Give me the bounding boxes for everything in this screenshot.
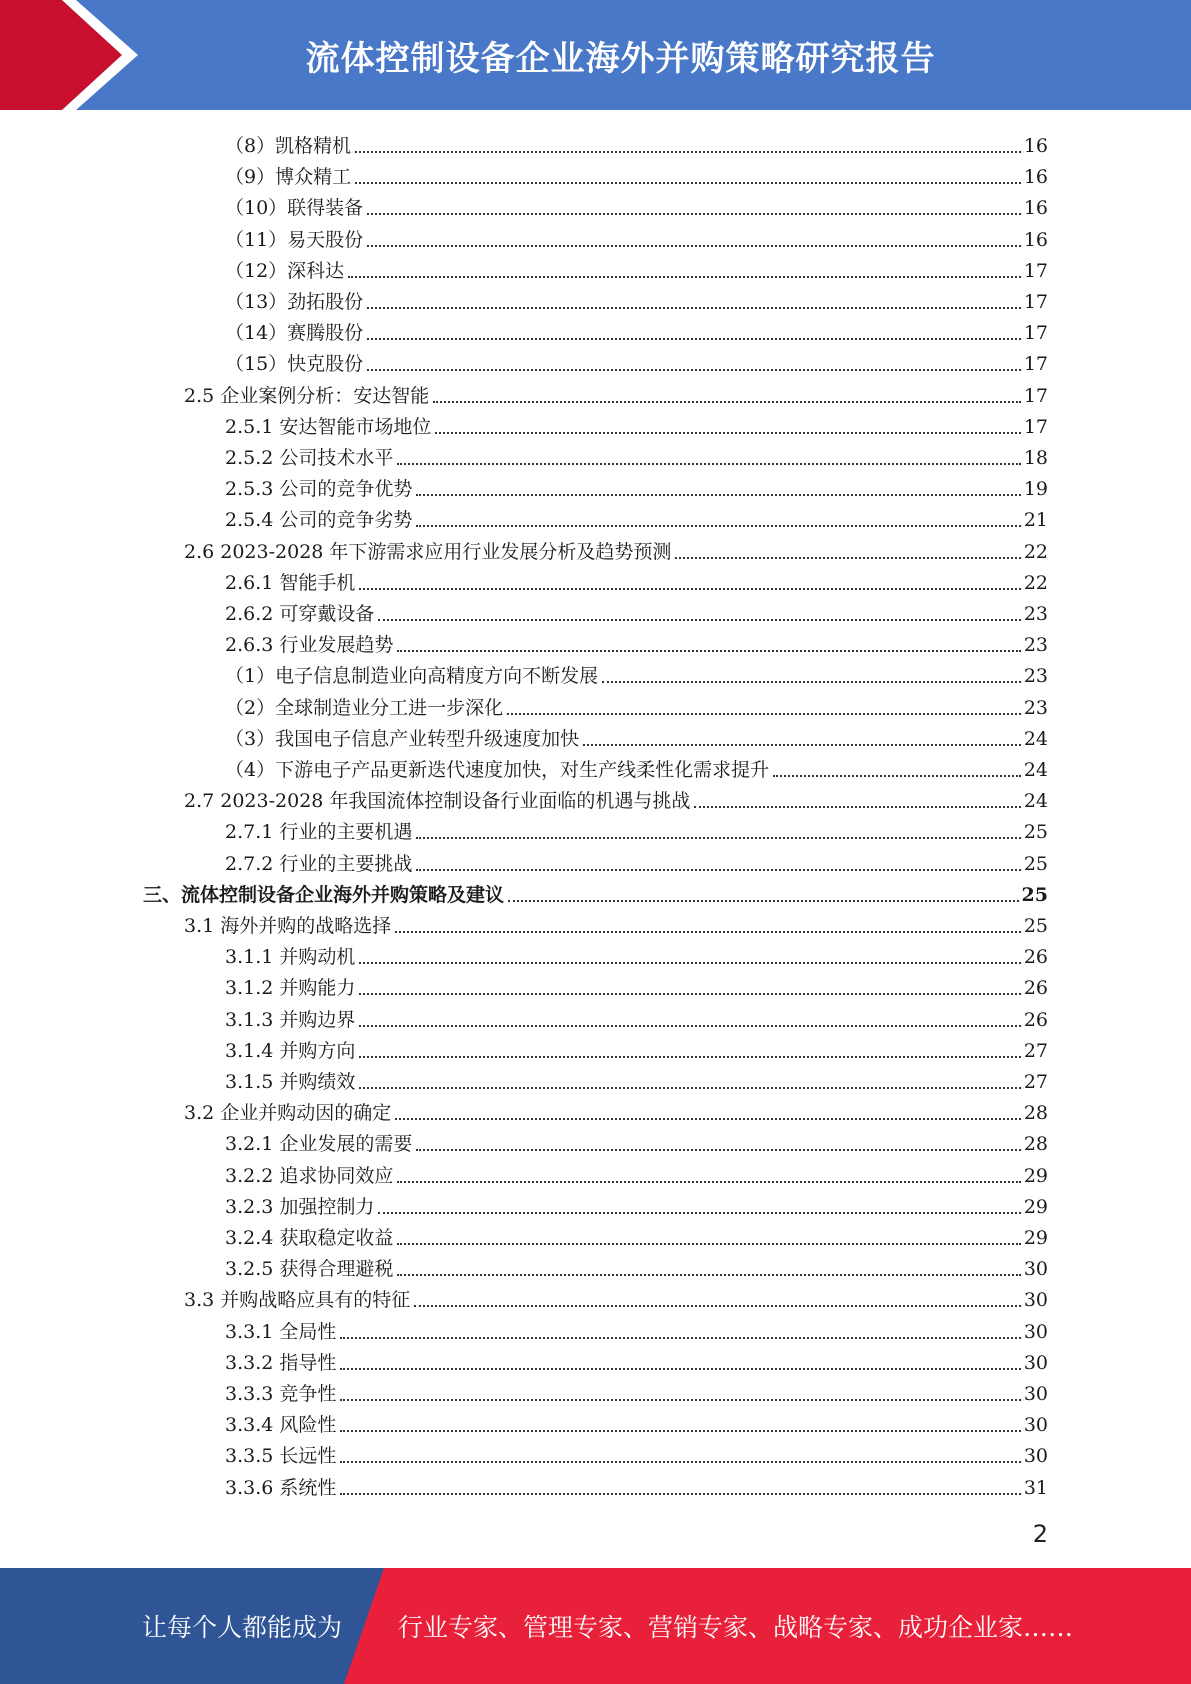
toc-entry-page: 24 bbox=[1023, 759, 1048, 781]
toc-entry[interactable] bbox=[225, 158, 1048, 189]
toc-entry-label: （3）我国电子信息产业转型升级速度加快 bbox=[225, 727, 580, 750]
toc-entry-label: （9）博众精工 bbox=[225, 166, 352, 189]
toc-entry-page: 25 bbox=[1023, 821, 1048, 844]
toc-entry[interactable] bbox=[225, 189, 1048, 220]
toc-entry-page: 26 bbox=[1023, 1008, 1048, 1031]
toc-dot-leader bbox=[367, 338, 1021, 340]
toc-entry[interactable] bbox=[184, 1094, 1048, 1125]
toc-dot-leader bbox=[359, 1056, 1020, 1058]
toc-entry[interactable] bbox=[225, 1125, 1048, 1156]
toc-entry-page: 16 bbox=[1023, 135, 1048, 157]
toc-entry-page: 28 bbox=[1023, 1102, 1048, 1125]
toc-dot-leader bbox=[397, 1181, 1020, 1183]
toc-entry[interactable] bbox=[225, 1219, 1048, 1250]
toc-entry-label: 3.3.3 竞争性 bbox=[225, 1383, 337, 1405]
toc-entry[interactable] bbox=[225, 127, 1048, 158]
toc-dot-leader bbox=[416, 837, 1020, 839]
toc-entry-page: 27 bbox=[1023, 1071, 1048, 1093]
toc-entry-label: （12）深科达 bbox=[225, 259, 345, 282]
toc-dot-leader bbox=[773, 775, 1021, 777]
toc-dot-leader bbox=[416, 494, 1020, 496]
toc-entry[interactable] bbox=[225, 938, 1048, 969]
toc-dot-leader bbox=[675, 557, 1020, 559]
toc-entry-page: 16 bbox=[1023, 166, 1048, 189]
toc-entry[interactable] bbox=[225, 1188, 1048, 1219]
toc-entry-page: 30 bbox=[1023, 1258, 1048, 1281]
toc-entry-label: 2.5.4 公司的竞争劣势 bbox=[225, 509, 413, 532]
toc-entry[interactable] bbox=[225, 626, 1048, 657]
toc-entry-page: 23 bbox=[1023, 634, 1048, 657]
toc-entry-label: （15）快克股份 bbox=[225, 353, 364, 376]
toc-entry-label: 3.2.4 获取稳定收益 bbox=[225, 1227, 394, 1249]
toc-entry-page: 29 bbox=[1023, 1227, 1048, 1249]
toc-entry[interactable] bbox=[225, 1001, 1048, 1032]
toc-dot-leader bbox=[367, 369, 1021, 371]
toc-dot-leader bbox=[367, 307, 1021, 309]
toc-entry-page: 17 bbox=[1023, 415, 1048, 438]
toc-entry-label: 2.5.3 公司的竞争优势 bbox=[225, 478, 413, 501]
toc-entry-label: 2.6.3 行业发展趋势 bbox=[225, 634, 394, 657]
toc-entry[interactable] bbox=[143, 876, 1048, 907]
toc-dot-leader bbox=[397, 650, 1020, 652]
toc-entry-page: 23 bbox=[1023, 603, 1048, 625]
toc-entry[interactable] bbox=[225, 345, 1048, 376]
toc-entry-page: 24 bbox=[1023, 727, 1048, 750]
toc-entry[interactable] bbox=[225, 689, 1048, 720]
toc-entry-label: 2.5.1 安达智能市场地位 bbox=[225, 415, 432, 438]
toc-entry-page: 28 bbox=[1023, 1133, 1048, 1156]
toc-entry[interactable] bbox=[225, 720, 1048, 751]
toc-entry-label: 3.3.1 全局性 bbox=[225, 1320, 337, 1343]
toc-entry[interactable] bbox=[225, 657, 1048, 688]
toc-entry-label: 3.2.2 追求协同效应 bbox=[225, 1164, 394, 1187]
toc-dot-leader bbox=[583, 744, 1021, 746]
toc-entry[interactable] bbox=[225, 1250, 1048, 1281]
toc-entry-label: 3.3.2 指导性 bbox=[225, 1351, 337, 1374]
toc-entry-page: 22 bbox=[1023, 571, 1048, 594]
toc-dot-leader bbox=[359, 1025, 1020, 1027]
toc-dot-leader bbox=[340, 1493, 1020, 1495]
toc-dot-leader bbox=[367, 245, 1021, 247]
toc-entry-page: 30 bbox=[1023, 1383, 1048, 1405]
toc-entry-label: （4）下游电子产品更新迭代速度加快，对生产线柔性化需求提升 bbox=[225, 759, 770, 781]
toc-entry[interactable] bbox=[225, 813, 1048, 844]
toc-entry-page: 17 bbox=[1023, 291, 1048, 313]
footer-slogan-right: 行业专家、管理专家、营销专家、战略专家、成功企业家…… bbox=[398, 1613, 1074, 1642]
toc-entry-label: 3.2.1 企业发展的需要 bbox=[225, 1133, 413, 1156]
toc-dot-leader bbox=[359, 1087, 1020, 1089]
toc-entry-label: 2.6.1 智能手机 bbox=[225, 571, 356, 594]
toc-entry-label: 3.2.5 获得合理避税 bbox=[225, 1258, 394, 1281]
toc-entry[interactable] bbox=[225, 595, 1048, 626]
toc-entry[interactable] bbox=[225, 439, 1048, 470]
toc-entry-label: 3.3.4 风险性 bbox=[225, 1414, 337, 1437]
toc-entry[interactable] bbox=[225, 221, 1048, 252]
toc-dot-leader bbox=[395, 1118, 1021, 1120]
toc-entry-page: 17 bbox=[1023, 353, 1048, 376]
toc-entry[interactable] bbox=[225, 283, 1048, 314]
toc-dot-leader bbox=[359, 962, 1020, 964]
toc-entry-page: 22 bbox=[1023, 540, 1048, 563]
toc-dot-leader bbox=[397, 1274, 1020, 1276]
toc-entry[interactable] bbox=[184, 377, 1048, 408]
toc-entry-page: 30 bbox=[1023, 1351, 1048, 1374]
toc-dot-leader bbox=[508, 900, 1019, 902]
toc-entry-page: 30 bbox=[1023, 1414, 1048, 1437]
toc-entry-label: 3.1.4 并购方向 bbox=[225, 1039, 356, 1062]
toc-entry-label: 3.1.2 并购能力 bbox=[225, 977, 356, 1000]
toc-entry[interactable] bbox=[225, 845, 1048, 876]
footer-slogan-left: 让每个人都能成为 bbox=[142, 1613, 343, 1642]
toc-dot-leader bbox=[348, 276, 1021, 278]
toc-entry-page: 19 bbox=[1023, 478, 1048, 501]
toc-entry-label: 3.2.3 加强控制力 bbox=[225, 1195, 375, 1218]
toc-entry-label: （8）凯格精机 bbox=[225, 135, 352, 157]
toc-dot-leader bbox=[694, 806, 1020, 808]
toc-entry[interactable] bbox=[184, 782, 1048, 813]
toc-entry-page: 16 bbox=[1023, 228, 1048, 251]
toc-dot-leader bbox=[367, 213, 1021, 215]
toc-entry[interactable] bbox=[225, 1313, 1048, 1344]
toc-entry-label: 3.1.3 并购边界 bbox=[225, 1008, 356, 1031]
toc-dot-leader bbox=[355, 151, 1021, 153]
toc-dot-leader bbox=[602, 681, 1021, 683]
toc-entry[interactable] bbox=[225, 564, 1048, 595]
toc-entry[interactable] bbox=[184, 533, 1048, 564]
toc-dot-leader bbox=[395, 931, 1021, 933]
toc-entry-label: 2.5.2 公司技术水平 bbox=[225, 447, 394, 469]
toc-dot-leader bbox=[414, 1305, 1021, 1307]
toc-dot-leader bbox=[433, 401, 1021, 403]
toc-dot-leader bbox=[397, 1243, 1020, 1245]
toc-entry-page: 16 bbox=[1023, 197, 1048, 220]
toc-entry-label: 2.6.2 可穿戴设备 bbox=[225, 603, 375, 625]
toc-entry[interactable] bbox=[184, 907, 1048, 938]
toc-entry-label: 3.1.5 并购绩效 bbox=[225, 1071, 356, 1093]
toc-entry-page: 18 bbox=[1023, 447, 1048, 469]
toc-dot-leader bbox=[359, 993, 1020, 995]
toc-entry[interactable] bbox=[225, 470, 1048, 501]
toc-dot-leader bbox=[507, 713, 1021, 715]
toc-entry-label: 三、流体控制设备企业海外并购策略及建议 bbox=[143, 883, 505, 906]
header-arrow-graphic bbox=[0, 0, 140, 110]
toc-entry-page: 26 bbox=[1023, 977, 1048, 1000]
toc-entry-page: 25 bbox=[1021, 883, 1048, 906]
toc-dot-leader bbox=[397, 463, 1020, 465]
toc-entry-label: 3.3.6 系统性 bbox=[225, 1476, 337, 1499]
toc-entry[interactable] bbox=[225, 1157, 1048, 1188]
toc-entry-page: 23 bbox=[1023, 665, 1048, 688]
toc-entry-page: 17 bbox=[1023, 259, 1048, 282]
toc-entry-page: 24 bbox=[1023, 790, 1048, 813]
toc-entry[interactable] bbox=[225, 501, 1048, 532]
toc-entry-label: （10）联得装备 bbox=[225, 197, 364, 220]
header-banner bbox=[0, 0, 1191, 110]
footer-banner bbox=[0, 1568, 1191, 1684]
page-number: 2 bbox=[1032, 1520, 1048, 1548]
toc-entry-label: 3.3 并购战略应具有的特征 bbox=[184, 1289, 411, 1312]
toc-entry[interactable] bbox=[225, 751, 1048, 782]
toc-dot-leader bbox=[416, 869, 1020, 871]
toc-entry[interactable] bbox=[225, 1406, 1048, 1437]
toc-entry-label: 2.7 2023-2028 年我国流体控制设备行业面临的机遇与挑战 bbox=[184, 790, 691, 813]
toc-entry-page: 30 bbox=[1023, 1289, 1048, 1312]
toc-entry-label: （14）赛腾股份 bbox=[225, 322, 364, 345]
toc-entry[interactable] bbox=[225, 1437, 1048, 1468]
toc-dot-leader bbox=[359, 588, 1020, 590]
toc-entry-page: 21 bbox=[1023, 509, 1048, 532]
toc-entry-label: 3.1 海外并购的战略选择 bbox=[184, 915, 392, 937]
toc-entry-page: 31 bbox=[1023, 1476, 1048, 1499]
toc-entry[interactable] bbox=[225, 408, 1048, 439]
toc-entry-page: 30 bbox=[1023, 1445, 1048, 1468]
toc-dot-leader bbox=[416, 1149, 1020, 1151]
toc-entry-page: 29 bbox=[1023, 1164, 1048, 1187]
toc-entry-page: 23 bbox=[1023, 696, 1048, 719]
toc-dot-leader bbox=[378, 1212, 1020, 1214]
toc-entry-label: 2.5 企业案例分析：安达智能 bbox=[184, 384, 430, 407]
toc-dot-leader bbox=[340, 1337, 1020, 1339]
toc-entry-page: 27 bbox=[1023, 1039, 1048, 1062]
toc-entry-page: 30 bbox=[1023, 1320, 1048, 1343]
toc-dot-leader bbox=[435, 432, 1020, 434]
toc-entry[interactable] bbox=[184, 1281, 1048, 1312]
toc-entry-label: （11）易天股份 bbox=[225, 228, 364, 251]
toc-entry-label: 2.7.2 行业的主要挑战 bbox=[225, 852, 413, 875]
toc-entry-label: 2.7.1 行业的主要机遇 bbox=[225, 821, 413, 844]
toc-entry[interactable] bbox=[225, 252, 1048, 283]
toc-entry-label: （1）电子信息制造业向高精度方向不断发展 bbox=[225, 665, 599, 688]
toc-dot-leader bbox=[355, 182, 1021, 184]
toc-dot-leader bbox=[340, 1461, 1020, 1463]
toc-entry-label: （2）全球制造业分工进一步深化 bbox=[225, 696, 504, 719]
toc-entry-page: 25 bbox=[1023, 852, 1048, 875]
toc-entry[interactable] bbox=[225, 969, 1048, 1000]
toc-dot-leader bbox=[340, 1430, 1020, 1432]
toc-entry[interactable] bbox=[225, 1344, 1048, 1375]
toc-entry-page: 26 bbox=[1023, 946, 1048, 969]
toc-entry[interactable] bbox=[225, 1469, 1048, 1500]
toc-entry[interactable] bbox=[225, 1032, 1048, 1063]
header-title: 流体控制设备企业海外并购策略研究报告 bbox=[305, 38, 936, 79]
toc-entry-page: 17 bbox=[1023, 322, 1048, 345]
toc-entry-label: 3.1.1 并购动机 bbox=[225, 946, 356, 969]
toc-dot-leader bbox=[340, 1368, 1020, 1370]
toc-entry[interactable] bbox=[225, 314, 1048, 345]
toc-entry-label: 3.2 企业并购动因的确定 bbox=[184, 1102, 392, 1125]
toc-dot-leader bbox=[416, 525, 1020, 527]
toc-entry[interactable] bbox=[225, 1063, 1048, 1094]
toc-entry-page: 25 bbox=[1023, 915, 1048, 937]
toc-entry-label: 2.6 2023-2028 年下游需求应用行业发展分析及趋势预测 bbox=[184, 540, 672, 563]
toc-entry-label: 3.3.5 长远性 bbox=[225, 1445, 337, 1468]
toc-entry-page: 29 bbox=[1023, 1195, 1048, 1218]
toc-dot-leader bbox=[340, 1399, 1020, 1401]
toc-entry[interactable] bbox=[225, 1375, 1048, 1406]
toc-entry-label: （13）劲拓股份 bbox=[225, 291, 364, 313]
toc-dot-leader bbox=[378, 619, 1020, 621]
toc-entry-page: 17 bbox=[1023, 384, 1048, 407]
